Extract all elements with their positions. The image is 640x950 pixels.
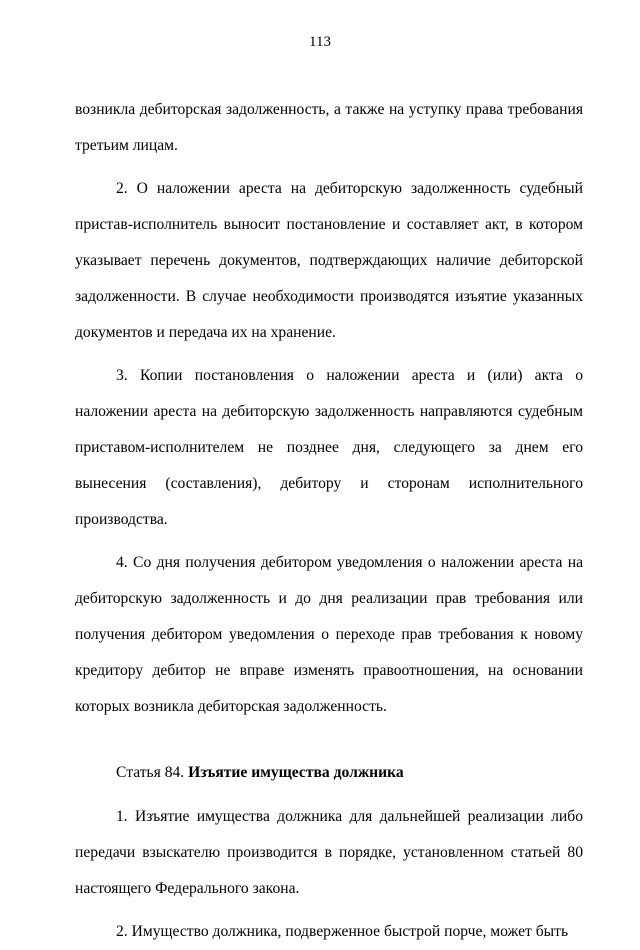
article-heading [75, 725, 583, 797]
article-prefix: Статья 84. [116, 764, 189, 781]
article-paragraph-2: 2. Имущество должника, подверженное быстрой порче, может быть [116, 923, 569, 940]
paragraph-continuation: возникла дебиторская задолженность, а также на уступку права требования третьим лицам. [75, 101, 583, 154]
paragraph-item-4: 4. Со дня получения дебитором уведомления о наложении ареста на дебиторскую задолженность и до дня реализации прав требования или получения дебитором уведомления о переходе прав требования к новому кредитору дебитор не вправе изменять правоотношения, на основании которых возникла дебиторская задолженность. [75, 554, 583, 715]
paragraph-item-2: 2. О наложении ареста на дебиторскую задолженность судебный пристав-исполнитель выносит постановление и составляет акт, в котором указывает перечень документов, подтверждающих наличие дебиторской задолженности. В случае необходимости производятся изъятие указанных документов и передача их на хранение. [75, 180, 583, 341]
page-number: 113 [309, 34, 331, 50]
article-title: Изъятие имущества должника [188, 764, 404, 781]
paragraph-item-3: 3. Копии постановления о наложении ареста и (или) акта о наложении ареста на дебиторскую задолженность направляются судебным приставом-исполнителем не позднее дня, следующего за днем его вынесения (составления), дебитору и сторонам исполнительного производства. [75, 367, 583, 528]
document-body [75, 92, 583, 950]
article-paragraph-1: 1. Изъятие имущества должника для дальнейшей реализации либо передачи взыскателю производится в порядке, установленном статьей 80 настоящего Федерального закона. [75, 808, 583, 897]
